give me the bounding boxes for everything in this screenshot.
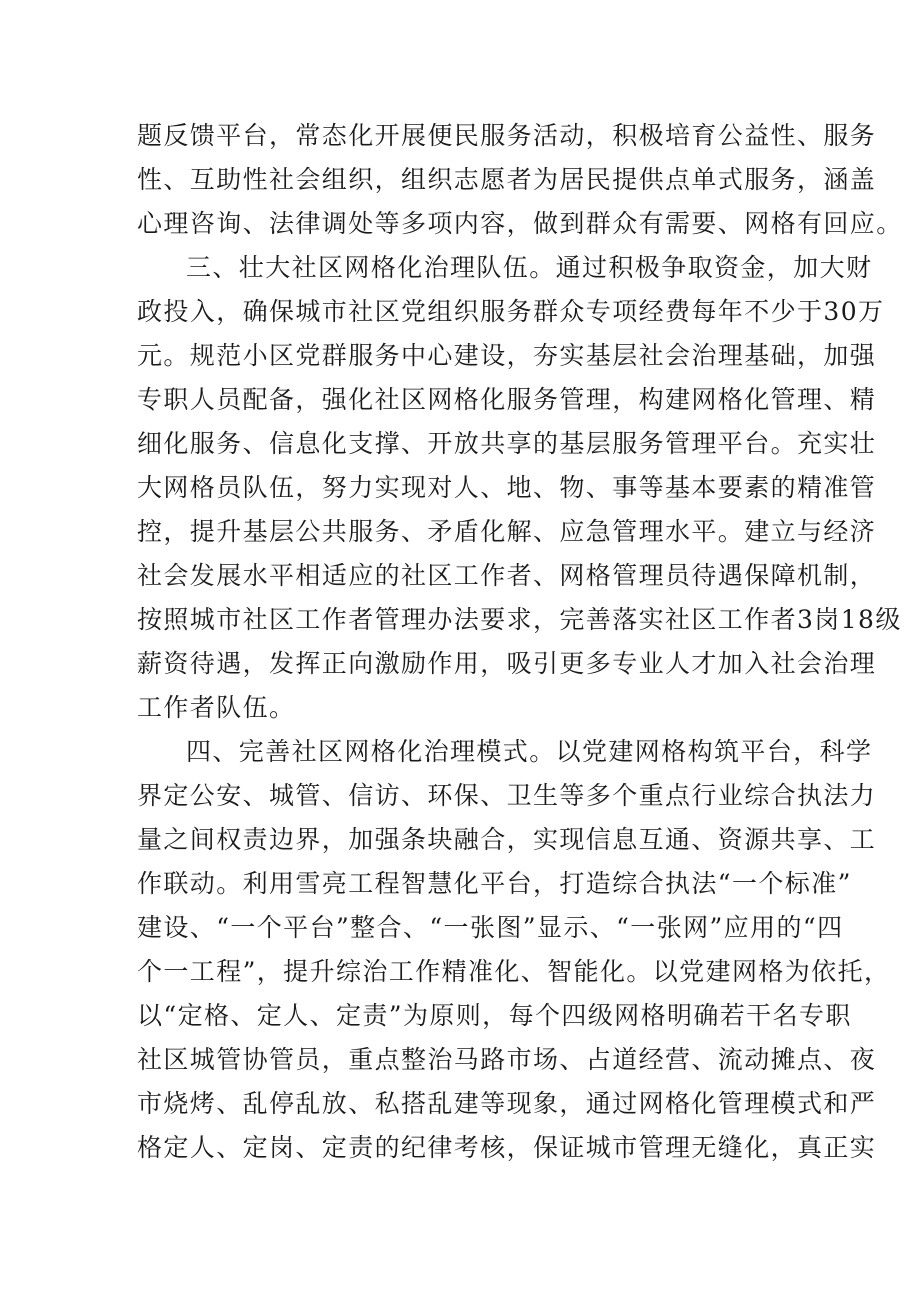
paragraph-heading-line: 三、壮大社区网格化治理队伍。通过积极争取资金，加大财 <box>186 253 873 282</box>
text-line: 性、互助性社会组织，组织志愿者为居民提供点单式服务，涵盖 <box>137 165 877 194</box>
text-line: 格定人、定岗、定责的纪律考核，保证城市管理无缝化，真正实 <box>137 1133 877 1162</box>
text-line: 工作者队伍。 <box>137 693 296 722</box>
text-line: 以“定格、定人、定责”为原则，每个四级网格明确若干名专职 <box>137 1001 852 1030</box>
text-line: 控，提升基层公共服务、矛盾化解、应急管理水平。建立与经济 <box>137 517 877 546</box>
text-line: 政投入，确保城市社区党组织服务群众专项经费每年不少于30万 <box>137 297 885 326</box>
text-line: 心理咨询、法律调处等多项内容，做到群众有需要、网格有回应。 <box>137 209 903 238</box>
text-line: 题反馈平台，常态化开展便民服务活动，积极培育公益性、服务 <box>137 121 877 150</box>
text-line: 按照城市社区工作者管理办法要求，完善落实社区工作者3岗18级 <box>137 605 902 634</box>
text-line: 作联动。利用雪亮工程智慧化平台，打造综合执法“一个标准” <box>137 869 852 898</box>
text-line: 界定公安、城管、信访、环保、卫生等多个重点行业综合执法力 <box>137 781 877 810</box>
text-line: 社区城管协管员，重点整治马路市场、占道经营、流动摊点、夜 <box>137 1045 877 1074</box>
text-line: 市烧烤、乱停乱放、私搭乱建等现象，通过网格化管理模式和严 <box>137 1089 877 1118</box>
text-line: 大网格员队伍，努力实现对人、地、物、事等基本要素的精准管 <box>137 473 877 502</box>
text-line: 建设、“一个平台”整合、“一张图”显示、“一张网”应用的“四 <box>137 913 844 942</box>
paragraph-heading-line: 四、完善社区网格化治理模式。以党建网格构筑平台，科学 <box>186 737 873 766</box>
text-line: 元。规范小区党群服务中心建设，夯实基层社会治理基础，加强 <box>137 341 877 370</box>
text-line: 专职人员配备，强化社区网格化服务管理，构建网格化管理、精 <box>137 385 877 414</box>
text-line: 量之间权责边界，加强条块融合，实现信息互通、资源共享、工 <box>137 825 877 854</box>
text-line: 薪资待遇，发挥正向激励作用，吸引更多专业人才加入社会治理 <box>137 649 877 678</box>
text-line: 社会发展水平相适应的社区工作者、网格管理员待遇保障机制， <box>137 561 877 590</box>
text-line: 个一工程”，提升综治工作精准化、智能化。以党建网格为依托， <box>137 957 891 986</box>
text-line: 细化服务、信息化支撑、开放共享的基层服务管理平台。充实壮 <box>137 429 877 458</box>
